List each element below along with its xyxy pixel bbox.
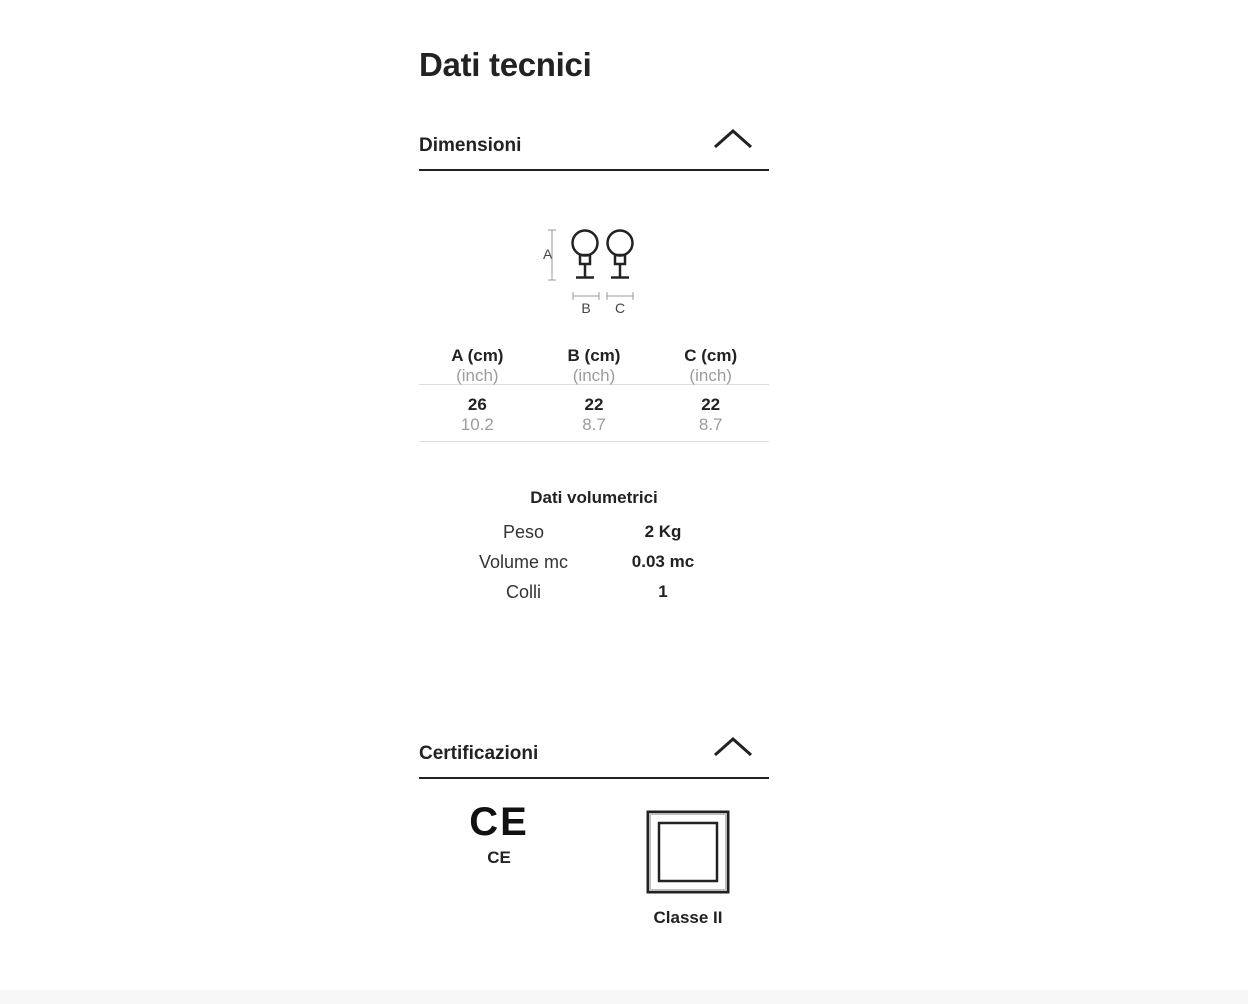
volumetric-row-weight <box>419 522 769 552</box>
certifications-accordion-header[interactable] <box>419 733 769 779</box>
dimensions-table <box>419 340 769 442</box>
ce-mark-icon: CE <box>469 800 529 844</box>
certification-ce <box>459 802 539 868</box>
lamp-left-icon <box>573 231 598 278</box>
value-a <box>419 385 536 441</box>
page-bottom-strip <box>0 990 1248 1004</box>
volumetric-row-packages <box>419 582 769 612</box>
chevron-up-icon[interactable] <box>713 735 753 759</box>
class-ii-icon <box>646 810 730 894</box>
certification-label: Classe II <box>653 908 723 927</box>
column-header-c <box>652 340 769 384</box>
volumetric-value: 2 Kg <box>644 522 682 541</box>
chevron-up-icon[interactable] <box>713 127 753 151</box>
lamp-right-icon <box>608 231 633 278</box>
column-header-b-inch: (inch) <box>572 366 616 385</box>
dimensions-accordion-header[interactable] <box>419 125 769 171</box>
table-row <box>419 385 769 442</box>
diagram-label-b: B <box>581 300 591 316</box>
volumetric-key: Peso <box>502 522 545 542</box>
diagram-label-c: C <box>614 300 626 316</box>
column-header-a-inch: (inch) <box>456 366 499 385</box>
column-header-a-cm: A (cm) <box>451 346 504 365</box>
dimensions-header-label: Dimensioni <box>419 135 522 156</box>
volumetric-row-volume <box>419 552 769 582</box>
column-header-b <box>536 340 653 384</box>
volumetric-key: Volume mc <box>478 552 569 572</box>
value-a-inch: 10.2 <box>460 415 494 434</box>
certification-label: CE <box>487 848 511 867</box>
value-b-cm: 22 <box>584 395 604 414</box>
column-header-a <box>419 340 536 384</box>
value-b-inch: 8.7 <box>582 415 606 434</box>
dimension-diagram-icon <box>537 222 647 322</box>
diagram-label-a: A <box>543 246 553 262</box>
value-c-inch: 8.7 <box>698 415 723 434</box>
value-c-cm: 22 <box>701 395 721 414</box>
volumetric-title: Dati volumetrici <box>530 488 658 507</box>
column-header-b-cm: B (cm) <box>567 346 621 365</box>
volumetric-value: 0.03 mc <box>631 552 695 571</box>
value-b <box>536 385 653 441</box>
volumetric-value: 1 <box>658 582 668 601</box>
certification-class-ii <box>638 810 738 928</box>
value-a-cm: 26 <box>467 395 487 414</box>
volumetric-key: Colli <box>505 582 541 602</box>
certifications-header-label: Certificazioni <box>419 743 539 764</box>
column-header-c-inch: (inch) <box>689 366 732 385</box>
value-c <box>652 385 769 441</box>
column-header-c-cm: C (cm) <box>684 346 738 365</box>
page-title: Dati tecnici <box>419 46 592 83</box>
dimensions-table-header <box>419 340 769 385</box>
